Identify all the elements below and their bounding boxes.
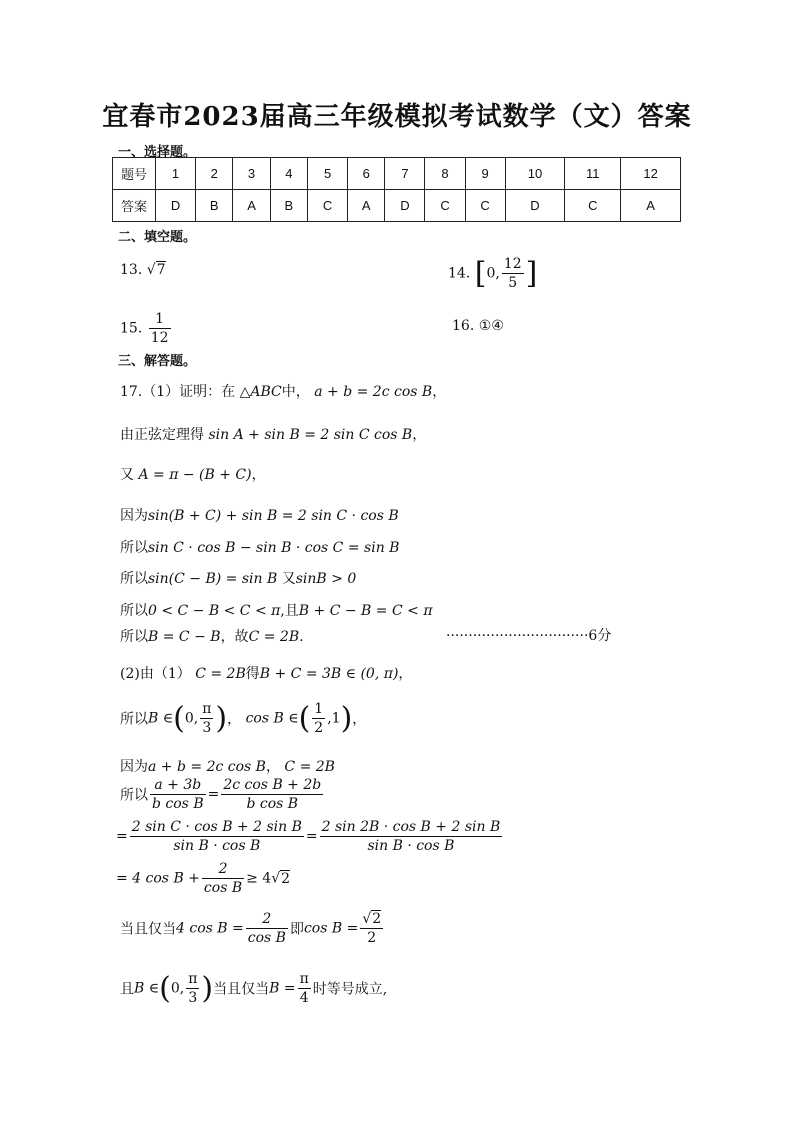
table-cell: 12 <box>621 158 681 190</box>
solution-line: 17.（1）证明：在 △ABC中， a + b = 2c cos B， <box>120 384 447 400</box>
bracket-left: [ <box>474 256 487 291</box>
solution-line: 由正弦定理得 sin A + sin B = 2 sin C cos B， <box>120 427 427 443</box>
table-cell: A <box>348 190 385 222</box>
denominator: 4 <box>299 990 309 1006</box>
denominator: sin B · cos B <box>367 838 455 854</box>
table-cell: 8 <box>425 158 465 190</box>
table-cell: 1 <box>156 158 196 190</box>
fraction <box>130 818 304 855</box>
q15-label: 15. <box>120 320 143 337</box>
math: B = <box>269 980 296 997</box>
fraction <box>202 860 244 897</box>
paren: ) <box>215 701 228 736</box>
denominator: 12 <box>150 330 169 346</box>
equals: = <box>305 828 318 845</box>
numerator: π <box>188 971 198 987</box>
paren: ( <box>159 971 171 1006</box>
math: cos B = <box>303 920 359 937</box>
table-cell: D <box>385 190 425 222</box>
table-cell: 9 <box>465 158 505 190</box>
solution-line <box>120 600 433 620</box>
denominator: 5 <box>508 275 518 291</box>
math: sin(C − B) = sin B <box>148 571 278 587</box>
paren: ( <box>298 701 311 736</box>
numerator: √2 <box>362 911 382 927</box>
sqrt-value: 2 <box>281 870 291 887</box>
math: B + C − B = C < π <box>298 603 433 619</box>
math: = 4 cos B + <box>116 870 200 887</box>
answer-15 <box>120 310 173 347</box>
denominator: sin B · cos B <box>173 838 261 854</box>
text: 又 <box>120 467 134 483</box>
row-label-answer: 答案 <box>113 190 156 222</box>
text: 又 <box>281 571 296 587</box>
paren: ) <box>340 701 353 736</box>
table-cell: D <box>156 190 196 222</box>
fraction <box>221 776 323 813</box>
q16-value: ①④ <box>478 318 504 334</box>
sqrt-sign: √ <box>271 870 281 887</box>
table-cell: 4 <box>270 158 307 190</box>
math: B = C − B <box>148 629 221 645</box>
text: 当且仅当 <box>120 921 176 938</box>
table-cell: 2 <box>196 158 233 190</box>
table-cell: A <box>233 190 270 222</box>
solution-line: 所以B = C − B，故C = 2B. <box>120 629 304 645</box>
text: 中， <box>281 384 310 400</box>
numerator: π <box>202 701 212 717</box>
section-choice: 一、选择题。 <box>118 145 197 160</box>
zero: 0, <box>184 710 199 727</box>
q14-label: 14. <box>448 265 471 282</box>
fraction <box>320 818 503 855</box>
denominator: 2 <box>367 930 377 946</box>
fraction <box>150 776 206 813</box>
solution-line <box>116 818 504 855</box>
math: C = 2B <box>195 666 246 682</box>
table-cell: D <box>505 190 565 222</box>
math: A = π − (B + C) <box>138 467 252 483</box>
solution-line: 因为a + b = 2c cos B， C = 2B <box>120 759 335 775</box>
table-cell: C <box>425 190 465 222</box>
numerator: a + 3b <box>150 776 206 795</box>
answer-16 <box>452 318 504 334</box>
fraction <box>360 910 383 947</box>
denominator: b cos B <box>152 796 204 812</box>
math: C = 2B <box>284 759 335 775</box>
math: sin C · cos B − sin B · cos C = sin B <box>148 540 400 556</box>
math: ≥ 4 <box>246 870 272 887</box>
text: 所以 <box>120 603 148 619</box>
numerator: 2c cos B + 2b <box>223 777 322 793</box>
solution-line <box>120 700 366 737</box>
score-marker <box>446 625 611 645</box>
table-cell: 10 <box>505 158 565 190</box>
text: 17.（1）证明：在 <box>120 384 236 400</box>
text: 得 <box>245 666 260 682</box>
numerator: 2 sin C · cos B + 2 sin B <box>131 819 302 835</box>
denominator: cos B <box>247 930 286 946</box>
math: a + b = 2c cos B <box>148 759 266 775</box>
fraction <box>298 970 311 1007</box>
solution-line <box>120 568 356 588</box>
text: 由正弦定理得 <box>120 427 204 443</box>
math: C = 2B <box>248 629 300 645</box>
q14-zero: 0, <box>486 265 500 282</box>
table-cell: B <box>196 190 233 222</box>
solution-line: (2)由（1） C = 2B得B + C = 3B ∈ (0, π)， <box>120 666 413 682</box>
page-title: 宜春市2023届高三年级模拟考试数学（文）答案 <box>102 102 692 132</box>
section-fill: 二、填空题。 <box>118 230 197 245</box>
text: 所以 <box>120 787 148 804</box>
numerator: 2 <box>246 910 288 929</box>
math: sin A + sin B = 2 sin C cos B <box>208 427 413 443</box>
solution-line <box>120 776 325 813</box>
table-cell: 5 <box>308 158 348 190</box>
paren: ( <box>173 701 185 736</box>
sqrt-value: 2 <box>372 911 382 927</box>
comma: ， <box>352 711 367 728</box>
bracket-right: ] <box>525 256 538 291</box>
text: 时等号成立, <box>312 981 388 998</box>
paren: ) <box>201 971 214 1006</box>
math: sinB > 0 <box>295 571 357 587</box>
table-cell: 6 <box>348 158 385 190</box>
table-cell: C <box>565 190 621 222</box>
solution-line <box>120 505 399 525</box>
text: ，故 <box>220 629 249 645</box>
math: 0 < C − B < C < π <box>148 603 281 619</box>
table-cell: 3 <box>233 158 270 190</box>
fraction <box>312 700 325 737</box>
math: B ∈ <box>148 710 174 727</box>
q15-fraction <box>149 310 171 347</box>
text: ,且 <box>280 603 299 619</box>
math: a + b = 2c cos B <box>314 384 433 400</box>
section-solve: 三、解答题。 <box>118 354 197 369</box>
sqrt-sign: √ <box>146 262 156 278</box>
leader-dots: ································ <box>446 628 589 644</box>
math: B + C = 3B ∈ (0, π) <box>259 666 399 682</box>
numerator: 1 <box>314 701 324 717</box>
text: 因为 <box>120 508 148 524</box>
table-row-answers <box>113 190 681 222</box>
numerator: 2 <box>202 860 244 879</box>
math: 4 cos B = <box>176 920 244 937</box>
equals: = <box>207 786 220 803</box>
solution-line: 又 A = π − (B + C)， <box>120 467 266 483</box>
answer-13 <box>120 262 166 278</box>
table-cell: 7 <box>385 158 425 190</box>
text: 且 <box>120 981 134 998</box>
denominator: 2 <box>314 720 324 736</box>
q14-fraction <box>502 255 524 292</box>
math: B ∈ <box>134 980 160 997</box>
text: (2)由（1） <box>120 666 191 682</box>
numerator: 12 <box>503 256 522 272</box>
numerator: 1 <box>149 310 171 329</box>
row-label-number: 题号 <box>113 158 156 190</box>
answer-14 <box>448 255 537 292</box>
q16-label: 16. <box>452 318 475 334</box>
zero: 0, <box>170 980 185 997</box>
numerator: 2 sin 2B · cos B + 2 sin B <box>321 819 501 835</box>
equals: = <box>116 828 128 845</box>
q13-label: 13. <box>120 262 143 278</box>
text: 所以 <box>120 540 148 556</box>
fraction <box>246 910 288 947</box>
numerator: π <box>299 971 309 987</box>
table-cell: A <box>621 190 681 222</box>
denominator: b cos B <box>246 796 299 812</box>
solution-line <box>120 910 385 947</box>
one: ,1 <box>327 710 341 727</box>
denominator: cos B <box>203 880 243 896</box>
text: 所以 <box>120 571 148 587</box>
answer-table <box>112 157 681 222</box>
math: cos B ∈ <box>245 710 299 727</box>
table-cell: C <box>465 190 505 222</box>
solution-line <box>116 860 290 897</box>
fraction <box>186 970 199 1007</box>
solution-line <box>120 970 387 1007</box>
denominator: 3 <box>188 990 198 1006</box>
text: 即 <box>289 921 304 938</box>
fraction <box>200 700 213 737</box>
denominator: 3 <box>202 720 212 736</box>
math: △ABC <box>239 384 282 400</box>
table-cell: B <box>270 190 307 222</box>
text: 所以 <box>120 629 148 645</box>
q13-value: 7 <box>156 262 166 278</box>
text: 当且仅当 <box>213 981 270 998</box>
table-cell: 11 <box>565 158 621 190</box>
table-cell: C <box>308 190 348 222</box>
table-row-numbers <box>113 158 681 190</box>
solution-line <box>120 537 399 557</box>
score: 6分 <box>588 628 612 644</box>
math: sin(B + C) + sin B = 2 sin C · cos B <box>148 508 399 524</box>
comma: ， <box>227 711 242 728</box>
text: 所以 <box>120 711 148 728</box>
text: 因为 <box>120 759 148 775</box>
